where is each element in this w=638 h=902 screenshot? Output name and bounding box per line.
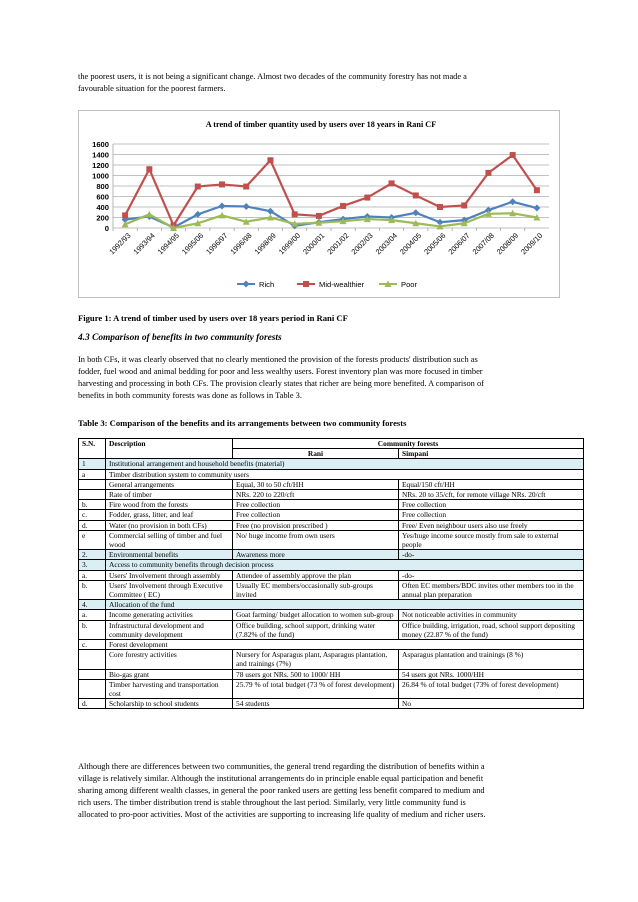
row-rani: Nursery for Asparagus plant, Asparagus plantation, and trainings (7%): [233, 650, 399, 669]
y-tick-label: 1400: [92, 150, 109, 160]
row-simpani: -do-: [399, 550, 584, 560]
row-description: Users' Involvement through assembly: [106, 570, 233, 580]
table-header-row: [79, 439, 584, 449]
timber-trend-chart: [79, 111, 559, 297]
legend-label: Rich: [259, 279, 275, 289]
row-description: Users' Involvement through Executive Committee ( EC): [106, 580, 233, 599]
row-description: Scholarship to school students: [106, 699, 233, 709]
row-section-title: Institutional arrangement and household benefits (material): [106, 459, 584, 469]
row-rani: No/ huge income from own users: [233, 530, 399, 549]
data-point-mid-wealthier: [461, 202, 467, 208]
data-point-poor: [146, 211, 153, 218]
paragraph-line: allocated to pro-poor activities. Most of the activities are supporting to increasing life quality of medium and richer users.: [78, 810, 486, 819]
row-simpani: Not noticeable activities in community: [399, 610, 584, 620]
x-tick-label: 1995/06: [179, 231, 206, 257]
data-point-mid-wealthier: [316, 213, 322, 219]
paragraph-line: fodder, fuel wood and animal bedding for poor and less wealthy users. Forest inventory plan was more focused in timber: [78, 367, 483, 376]
paragraph-line: sharing among different wealth classes, in general the poor ranked users are getting less benefit compared to medium and: [78, 786, 485, 795]
row-rani: Free collection: [233, 500, 399, 510]
legend-label: Mid-wealthier: [319, 279, 365, 289]
row-sn: [79, 479, 106, 489]
table-row: [79, 679, 584, 698]
row-simpani: Office building, irrigation, road, school support depositing money (22.87 % of the fund): [399, 620, 584, 639]
chart-title: A trend of timber quantity used by users over 18 years in Rani CF: [205, 120, 437, 129]
table-row: [79, 520, 584, 530]
data-point-mid-wealthier: [413, 192, 419, 198]
x-tick-label: 2002/03: [349, 231, 375, 257]
row-description: Infrastructural development and community development: [106, 620, 233, 639]
table-row: [79, 490, 584, 500]
data-point-rich: [509, 198, 516, 205]
row-sn: d.: [79, 520, 106, 530]
table-row: [79, 560, 584, 570]
table-row: [79, 610, 584, 620]
row-description: Commercial selling of timber and fuel wood: [106, 530, 233, 549]
row-sn: a.: [79, 610, 106, 620]
row-rani: 78 users got NRs. 500 to 1000/ HH: [233, 669, 399, 679]
row-sn: [79, 650, 106, 669]
header-simpani: Simpani: [399, 449, 584, 459]
table-row: [79, 620, 584, 639]
row-sn: 3.: [79, 560, 106, 570]
x-tick-label: 2006/07: [446, 231, 472, 257]
x-tick-label: 2009/10: [519, 231, 545, 257]
data-point-mid-wealthier: [340, 203, 346, 209]
data-point-mid-wealthier: [485, 170, 491, 176]
table-row: [79, 570, 584, 580]
data-point-mid-wealthier: [534, 187, 540, 193]
paragraph-line: village is relatively similar. Although the institutional arrangements do in principle enable equal participation and benefit: [78, 774, 484, 783]
x-tick-label: 2001/02: [325, 231, 351, 257]
row-rani: Attendee of assembly approve the plan: [233, 570, 399, 580]
y-tick-label: 400: [96, 202, 109, 212]
row-simpani: -do-: [399, 570, 584, 580]
data-point-rich: [533, 205, 540, 212]
row-rani: NRs. 220 to 220/cft: [233, 490, 399, 500]
row-sn: 2.: [79, 550, 106, 560]
row-simpani: Free collection: [399, 500, 584, 510]
row-sn: [79, 679, 106, 698]
data-point-mid-wealthier: [219, 181, 225, 187]
table-caption: Table 3: Comparison of the benefits and its arrangements between two community forests: [78, 418, 407, 428]
legend-marker: [303, 281, 309, 287]
row-sn: a: [79, 469, 106, 479]
x-tick-label: 1992/93: [107, 231, 133, 257]
row-simpani: No: [399, 699, 584, 709]
row-description: Fire wood from the forests: [106, 500, 233, 510]
legend-label: Poor: [401, 279, 418, 289]
intro-line: the poorest users, it is not being a significant change. Almost two decades of the community forestry has not made a: [78, 72, 467, 81]
table-row: [79, 580, 584, 599]
row-sn: b.: [79, 580, 106, 599]
row-rani: 25.79 % of total budget (73 % of forest development): [233, 679, 399, 698]
x-tick-label: 2003/04: [373, 231, 399, 257]
table-row: [79, 640, 584, 650]
y-tick-label: 600: [96, 192, 109, 202]
row-description: Core forestry activities: [106, 650, 233, 669]
paragraph-line: Although there are differences between two communities, the general trend regarding the distribution of benefits within a: [78, 762, 485, 771]
data-point-rich: [412, 209, 419, 216]
data-point-mid-wealthier: [510, 152, 516, 158]
row-sn: c.: [79, 640, 106, 650]
row-rani: Awareness more: [233, 550, 399, 560]
row-section-title: Allocation of the fund: [106, 600, 584, 610]
y-tick-label: 0: [104, 223, 109, 233]
x-tick-label: 2005/06: [422, 231, 448, 257]
row-simpani: Asparagus plantation and trainings (8 %): [399, 650, 584, 669]
row-simpani: Equal/150 cft/HH: [399, 479, 584, 489]
x-tick-label: 2000/01: [301, 231, 327, 257]
row-section-title: Timber distribution system to community users: [106, 469, 584, 479]
table-row: [79, 500, 584, 510]
table-row: [79, 530, 584, 549]
x-tick-label: 1996/97: [204, 231, 230, 257]
header-community-forests: Community forests: [233, 439, 584, 449]
row-sn: 4.: [79, 600, 106, 610]
row-rani: Equal, 30 to 50 cft/HH: [233, 479, 399, 489]
header-rani: Rani: [233, 449, 399, 459]
comparison-table: [78, 438, 584, 709]
row-description: Water (no provision in both CFs): [106, 520, 233, 530]
y-tick-label: 1000: [92, 171, 109, 181]
row-rani: Free (no provision prescribed ): [233, 520, 399, 530]
paragraph-line: harvesting and processing in both CFs. The provision clearly states that richer are being more benefited. A comparison of: [78, 379, 484, 388]
row-description: Fodder, grass, litter, and leaf: [106, 510, 233, 520]
row-description: Bio-gas grant: [106, 669, 233, 679]
row-simpani: Often EC members/BDC invites other members too in the annual plan preparation: [399, 580, 584, 599]
data-point-mid-wealthier: [389, 180, 395, 186]
header-description: Description: [106, 439, 233, 459]
row-simpani: 26.84 % of total budget (73% of forest development): [399, 679, 584, 698]
y-tick-label: 800: [96, 181, 109, 191]
table-row: [79, 650, 584, 669]
section-heading: 4.3 Comparison of benefits in two community forests: [78, 333, 282, 343]
row-rani: Usually EC members/occasionally sub-groups invited: [233, 580, 399, 599]
table-row: [79, 550, 584, 560]
data-point-mid-wealthier: [122, 212, 128, 218]
row-simpani: Yes/huge income source mostly from sale to external people: [399, 530, 584, 549]
table-row: [79, 699, 584, 709]
row-description: Timber harvesting and transportation cost: [106, 679, 233, 698]
row-description: Environmental benefits: [106, 550, 233, 560]
paragraph-line: rich users. The timber distribution trend is stable throughout the last period. Similarly, very little community fund is: [78, 798, 466, 807]
data-point-rich: [243, 203, 250, 210]
table-row: [79, 669, 584, 679]
data-point-mid-wealthier: [267, 157, 273, 163]
table-row: [79, 600, 584, 610]
row-sn: 1: [79, 459, 106, 469]
table-row: [79, 510, 584, 520]
data-point-mid-wealthier: [292, 211, 298, 217]
data-point-mid-wealthier: [146, 166, 152, 172]
row-sn: [79, 669, 106, 679]
figure-caption: Figure 1: A trend of timber used by users over 18 years period in Rani CF: [78, 313, 348, 323]
intro-line: favourable situation for the poorest farmers.: [78, 84, 226, 93]
row-sn: b.: [79, 500, 106, 510]
x-tick-label: 1999/00: [276, 231, 303, 257]
legend-marker: [243, 281, 250, 288]
row-sn: c.: [79, 510, 106, 520]
data-point-mid-wealthier: [243, 184, 249, 190]
chart-frame: [78, 110, 560, 298]
row-sn: d.: [79, 699, 106, 709]
row-description: Rate of timber: [106, 490, 233, 500]
row-rani: 54 students: [233, 699, 399, 709]
row-simpani: Free collection: [399, 510, 584, 520]
data-point-mid-wealthier: [437, 204, 443, 210]
data-point-rich: [219, 202, 226, 209]
y-tick-label: 200: [96, 213, 109, 223]
x-tick-label: 1993/94: [131, 231, 157, 257]
y-tick-label: 1600: [92, 139, 109, 149]
row-sn: e: [79, 530, 106, 549]
row-sn: [79, 490, 106, 500]
y-tick-label: 1200: [92, 160, 109, 170]
row-sn: a.: [79, 570, 106, 580]
row-sn: b.: [79, 620, 106, 639]
table-row: [79, 469, 584, 479]
table-row: [79, 459, 584, 469]
row-description: General arrangements: [106, 479, 233, 489]
table-row: [79, 479, 584, 489]
x-tick-label: 2007/08: [470, 231, 496, 257]
row-simpani: NRs. 20 to 35/cft, for remote village NRs. 20/cft: [399, 490, 584, 500]
x-tick-label: 1994/95: [155, 231, 181, 257]
row-description: Income generating activities: [106, 610, 233, 620]
row-section-title: Forest development: [106, 640, 584, 650]
x-tick-label: 2004/05: [397, 231, 424, 257]
row-rani: Goat farming/ budget allocation to women sub-group: [233, 610, 399, 620]
row-rani: Office building, school support, drinking water (7.82% of the fund): [233, 620, 399, 639]
row-section-title: Access to community benefits through decision process: [106, 560, 584, 570]
row-rani: Free collection: [233, 510, 399, 520]
paragraph-line: benefits in both community forests was done as follows in Table 3.: [78, 391, 302, 400]
x-tick-label: 1996/98: [228, 231, 254, 257]
header-sn: S.N.: [79, 439, 106, 459]
data-point-mid-wealthier: [195, 184, 201, 190]
x-tick-label: 2008/09: [494, 231, 521, 257]
row-simpani: 54 users got NRs. 1000/HH: [399, 669, 584, 679]
data-point-mid-wealthier: [364, 195, 370, 201]
paragraph-line: In both CFs, it was clearly observed that no clearly mentioned the provision of the forests products' distribution such as: [78, 355, 478, 364]
row-simpani: Free/ Even neighbour users also use freely: [399, 520, 584, 530]
x-tick-label: 1998/99: [252, 231, 278, 257]
